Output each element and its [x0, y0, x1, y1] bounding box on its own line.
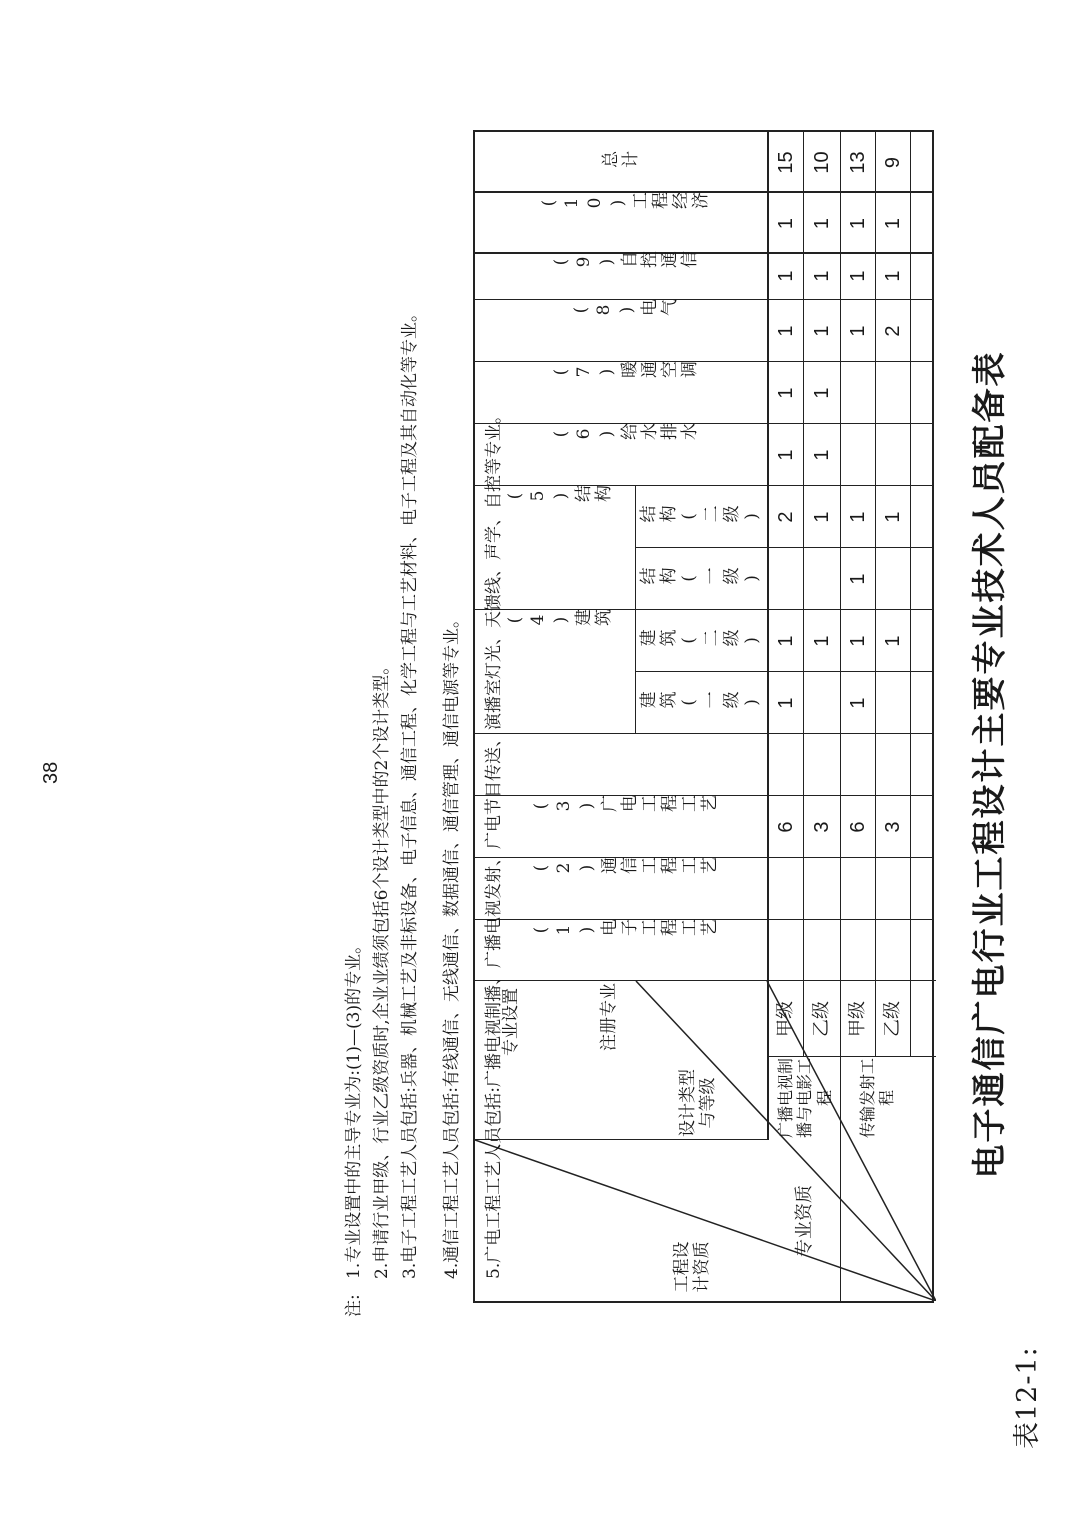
- cell-r3-total: 13: [847, 151, 869, 174]
- grade-label: 乙级: [811, 1001, 833, 1037]
- col-header-jiegou: (5)结构: [504, 486, 614, 506]
- cell-r2-c7: 1: [811, 387, 833, 399]
- cell-r3-c3: 6: [847, 821, 869, 833]
- cell-r1-c7: 1: [775, 387, 797, 399]
- row-group-chuanshu: 传输发射工程: [857, 1058, 896, 1139]
- label-zhuce-zhuanye: 注册专业: [598, 983, 619, 1051]
- cell-r3-c4a: 1: [847, 697, 869, 709]
- col-header-guangdian: (3)广电工程工艺: [530, 796, 720, 816]
- note-1: 1.专业设置中的主导专业为:(1)—(3)的专业。: [344, 936, 364, 1279]
- col-header-jianzhu: (4)建筑: [504, 610, 614, 630]
- page-title: 电子通信广电行业工程设计主要专业技术人员配备表: [970, 350, 1010, 1179]
- col-header-tongxin: (2)通信工程工艺: [530, 858, 720, 878]
- label-zhuanye-shezhi: 专业设置: [500, 988, 521, 1056]
- col-header-jianzhu-2: 建筑(二级): [638, 630, 765, 651]
- cell-r2-c3: 3: [811, 821, 833, 833]
- cell-r4-total: 9: [882, 156, 904, 169]
- cell-r2-c6: 1: [811, 449, 833, 461]
- col-header-geishui: (6)给水排水: [550, 424, 700, 444]
- cell-r2-c4b: 1: [811, 635, 833, 647]
- grade-label: 甲级: [847, 1001, 869, 1037]
- note-3: 3.电子工程工艺人员包括:兵器、机械工艺及非标设备、电子信息、通信工程、化学工程与工艺材料、电子工程及其自动化等专业。: [400, 305, 421, 1279]
- cell-r1-c4b: 1: [775, 635, 797, 647]
- cell-r1-total: 15: [775, 151, 797, 174]
- cell-r1-c6: 1: [775, 449, 797, 461]
- cell-r1-c8: 1: [775, 325, 797, 337]
- row-group-zizhi: 专业资质: [794, 1185, 816, 1257]
- cell-r2-c9: 1: [811, 270, 833, 282]
- note-4: 4.通信工程工艺人员包括:有线通信、无线通信、数据通信、通信管理、通信电源等专业。: [442, 611, 463, 1279]
- cell-r2-c8: 1: [811, 325, 833, 337]
- cell-r2-total: 10: [811, 151, 833, 174]
- cell-r1-c9: 1: [775, 270, 797, 282]
- row-group-guangbo: 广播电视制播与电影工程: [776, 1058, 834, 1139]
- cell-r3-c9: 1: [847, 270, 869, 282]
- cell-r4-c4b: 1: [882, 635, 904, 647]
- col-header-jianzhu-1: 建筑(一级): [638, 692, 765, 713]
- cell-r3-c10: 1: [847, 217, 869, 230]
- cell-r1-c4a: 1: [775, 697, 797, 709]
- notes: [340, 99, 508, 1317]
- cell-r3-c4b: 1: [847, 635, 869, 647]
- label-sheji-leixing: 设计类型与等级: [677, 1069, 718, 1137]
- col-header-jiegou-1: 结构(一级): [638, 568, 765, 589]
- cell-r4-c5b: 1: [882, 511, 904, 523]
- grade-label: 乙级: [882, 1001, 904, 1037]
- cell-r1-c3: 6: [775, 821, 797, 833]
- staffing-table: [473, 252, 934, 1303]
- cell-r1-c10: 1: [775, 217, 797, 230]
- table-id: 表12-1:: [1012, 1346, 1043, 1449]
- col-header-zikong: (9)自控通信: [550, 252, 700, 272]
- cell-r1-c5b: 2: [775, 511, 797, 523]
- col-header-jiegou-2: 结构(二级): [638, 506, 765, 527]
- cell-r3-c5b: 1: [847, 511, 869, 523]
- grade-label: 甲级: [775, 1001, 797, 1037]
- cell-r2-c5b: 1: [811, 511, 833, 523]
- cell-r4-c8: 2: [882, 325, 904, 337]
- col-header-total: 总计: [601, 151, 641, 172]
- page-number: 38: [40, 761, 62, 784]
- col-header-dianqi: (8)电气: [570, 300, 680, 320]
- cell-r3-c5a: 1: [847, 573, 869, 585]
- note-5: 5.广电工程工艺人员包括:广播电视制播、广播电视发射、广电节目传送、演播室灯光、天馈线、声学、自控等专业。: [484, 407, 505, 1279]
- col-total: [473, 130, 934, 193]
- col-jingji: [473, 191, 934, 254]
- cell-r4-c10: 1: [882, 217, 904, 230]
- notes-label: 注:: [344, 1294, 364, 1317]
- col-header-nuantong: (7)暖通空调: [550, 362, 700, 382]
- note-2: 2.申请行业甲级、行业乙级资质时,企业业绩须包括6个设计类型中的2个设计类型。: [372, 657, 393, 1279]
- col-header-jingji: (10)工程经济: [539, 193, 711, 213]
- cell-r4-c9: 1: [882, 270, 904, 282]
- cell-r2-c10: 1: [811, 217, 833, 230]
- cell-r4-c3: 3: [882, 821, 904, 833]
- col-header-dianzi: (1)电子工程工艺: [530, 920, 720, 940]
- label-gongcheng-sheji-zizhi: 工程设计资质: [671, 1241, 712, 1293]
- cell-r3-c8: 1: [847, 325, 869, 337]
